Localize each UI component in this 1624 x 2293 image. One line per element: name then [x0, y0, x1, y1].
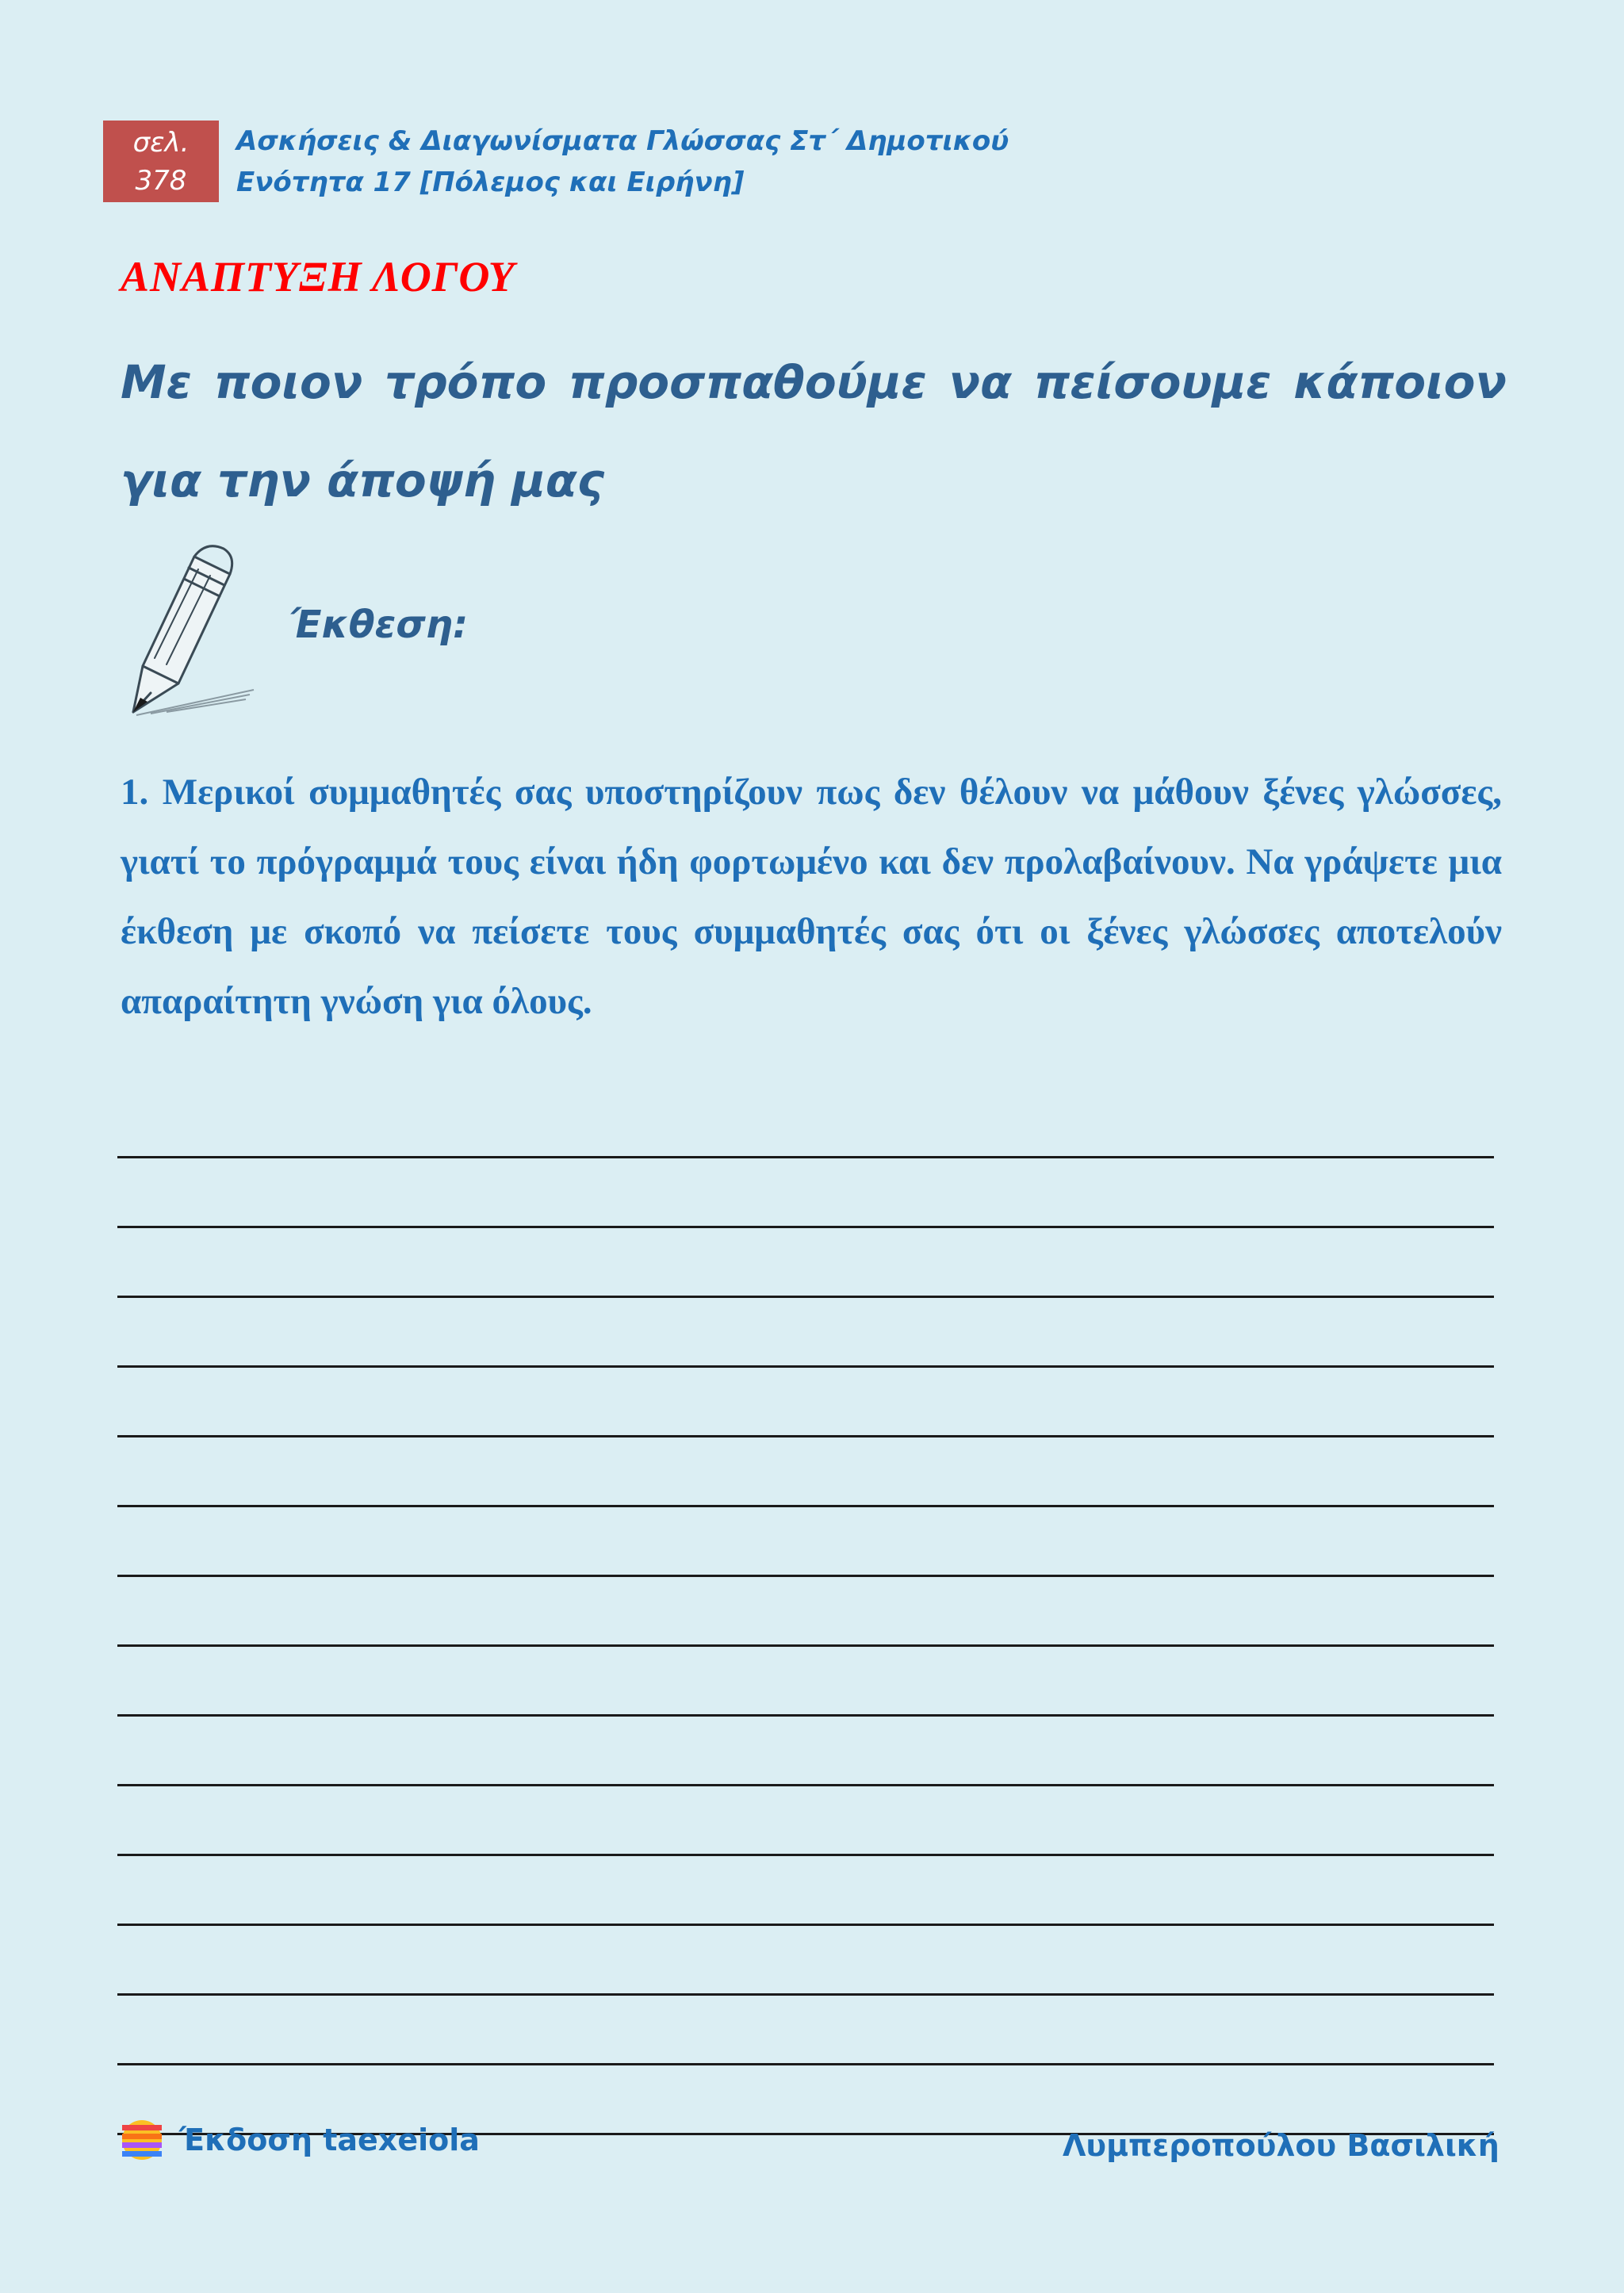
- taexeiola-logo-icon: [121, 2119, 163, 2161]
- page-number: 378: [135, 164, 187, 197]
- unit-title: Ενότητα 17 [Πόλεμος και Ειρήνη]: [236, 167, 745, 198]
- writing-line[interactable]: [117, 1647, 1494, 1717]
- book-title: Ασκήσεις & Διαγωνίσματα Γλώσσας Στ΄ Δημοτικού: [236, 125, 1009, 157]
- writing-line[interactable]: [117, 1996, 1494, 2065]
- writing-area[interactable]: [117, 1089, 1494, 2135]
- writing-line[interactable]: [117, 1507, 1494, 1577]
- pencil-icon: [119, 539, 262, 722]
- writing-line[interactable]: [117, 1368, 1494, 1437]
- author-name: Λυμπεροπούλου Βασιλική: [1063, 2128, 1500, 2163]
- footer-publisher: [121, 2119, 480, 2161]
- essay-label: Έκθεση:: [289, 603, 469, 647]
- exercise-instruction: 1. Μερικοί συμμαθητές σας υποστηρίζουν πως δεν θέλουν να μάθουν ξένες γλώσσες, γιατί το πρόγραμμά τους είναι ήδη φορτωμένο και δεν προλαβαίνουν. Να γράψετε μια έκθεση με σκοπό να πείσετε τους συμμαθητές σας ότι οι ξένες γλώσσες αποτελούν απαραίτητη γνώση για όλους.: [121, 771, 1502, 1022]
- writing-line[interactable]: [117, 1158, 1494, 1228]
- writing-line[interactable]: [117, 1577, 1494, 1647]
- writing-line[interactable]: [117, 1717, 1494, 1786]
- topic-title: Με ποιον τρόπο προσπαθούμε να πείσουμε κάποιον για την άποψή μας: [121, 355, 1507, 507]
- writing-line[interactable]: [117, 1856, 1494, 1926]
- writing-line[interactable]: [117, 1437, 1494, 1507]
- running-header: [236, 121, 1009, 203]
- page-label: σελ.: [132, 126, 190, 159]
- writing-line[interactable]: [117, 1786, 1494, 1856]
- publisher-name: Έκδοση taexeiola: [179, 2123, 480, 2157]
- writing-line[interactable]: [117, 1926, 1494, 1996]
- writing-line[interactable]: [117, 1089, 1494, 1158]
- page-number-badge: [103, 121, 219, 202]
- writing-line[interactable]: [117, 1228, 1494, 1298]
- writing-line[interactable]: [117, 1298, 1494, 1368]
- section-heading: ΑΝΑΠΤΥΞΗ ΛΟΓΟΥ: [121, 253, 515, 301]
